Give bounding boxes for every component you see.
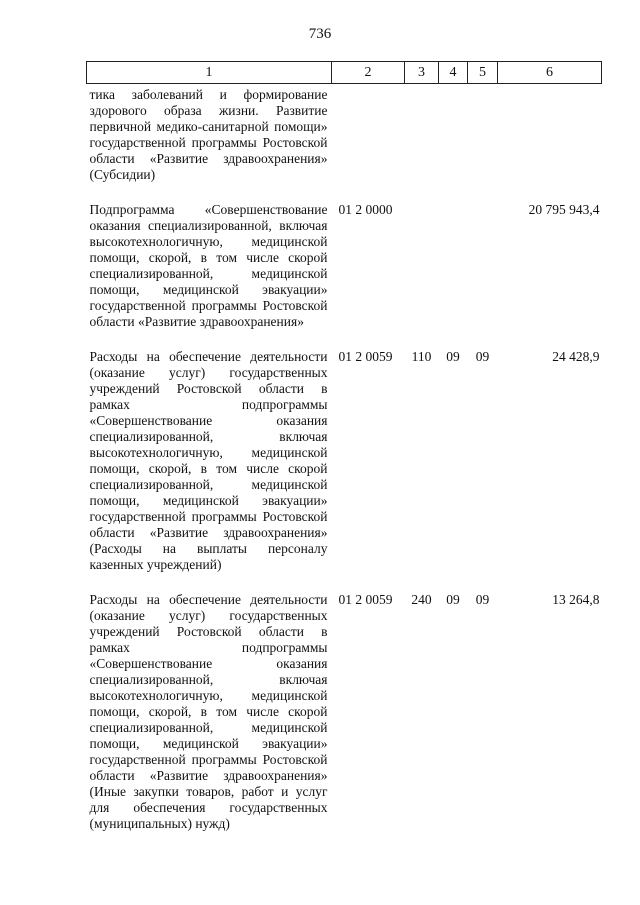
row-amount bbox=[498, 84, 602, 184]
header-cell: 6 bbox=[498, 62, 602, 84]
row-code bbox=[332, 84, 405, 184]
row-description: тика заболеваний и формирование здорового образа жизни. Развитие первичной медико-санитарной помощи» государственной программы Ростовской области «Развитие здравоохранения» (Субсидии) bbox=[89, 87, 328, 182]
row-col5 bbox=[468, 84, 498, 184]
row-amount: 20 795 943,4 bbox=[528, 202, 600, 217]
row-description: Подпрограмма «Совершенствование оказания специализированной, включая высокотехнологичную, медицинской помощи, скорой, в том числе скорой специализированной, медицинской помощи, медицинской эвакуации» государственной программы Ростовской области «Развитие здравоохранения» bbox=[89, 202, 328, 329]
table-row bbox=[87, 183, 602, 330]
row-col4: 09 bbox=[446, 592, 460, 607]
row-col5 bbox=[468, 183, 498, 330]
table-row bbox=[87, 330, 602, 573]
row-col3 bbox=[405, 183, 439, 330]
row-col3: 240 bbox=[411, 592, 432, 607]
row-description: Расходы на обеспечение деятельности (оказание услуг) государственных учреждений Ростовской области в рамках подпрограммы «Совершенствование оказания специализированной, включая высокотехнологичную, медицинской помощи, скорой, в том числе скорой специализированной, медицинской помощи, медицинской эвакуации» государственной программы Ростовской области «Развитие здравоохранения» (Иные закупки товаров, работ и услуг для обеспечения государственных (муниципальных) нужд) bbox=[89, 592, 328, 831]
header-cell: 4 bbox=[439, 62, 468, 84]
row-code: 01 2 0059 bbox=[338, 592, 393, 607]
row-col5: 09 bbox=[475, 592, 490, 607]
header-cell: 1 bbox=[87, 62, 332, 84]
header-cell: 3 bbox=[405, 62, 439, 84]
header-cell: 2 bbox=[332, 62, 405, 84]
page-number: 736 bbox=[308, 26, 332, 42]
row-col4 bbox=[439, 183, 468, 330]
row-code: 01 2 0000 bbox=[338, 202, 393, 217]
row-col4 bbox=[439, 84, 468, 184]
row-col3 bbox=[405, 84, 439, 184]
row-col4: 09 bbox=[446, 349, 460, 364]
header-cell: 5 bbox=[468, 62, 498, 84]
header-row bbox=[87, 62, 602, 84]
row-amount: 24 428,9 bbox=[552, 349, 600, 364]
row-code: 01 2 0059 bbox=[338, 349, 393, 364]
row-description: Расходы на обеспечение деятельности (оказание услуг) государственных учреждений Ростовской области в рамках подпрограммы «Совершенствование оказания специализированной, включая высокотехнологичную, медицинской помощи, скорой, в том числе скорой специализированной, медицинской помощи, медицинской эвакуации» государственной программы Ростовской области «Развитие здравоохранения» (Расходы на выплаты персоналу казенных учреждений) bbox=[89, 349, 328, 572]
row-col3: 110 bbox=[411, 349, 432, 364]
table-row bbox=[87, 573, 602, 832]
budget-table bbox=[86, 61, 602, 832]
row-amount: 13 264,8 bbox=[552, 592, 600, 607]
table-row bbox=[87, 84, 602, 184]
row-col5: 09 bbox=[475, 349, 490, 364]
